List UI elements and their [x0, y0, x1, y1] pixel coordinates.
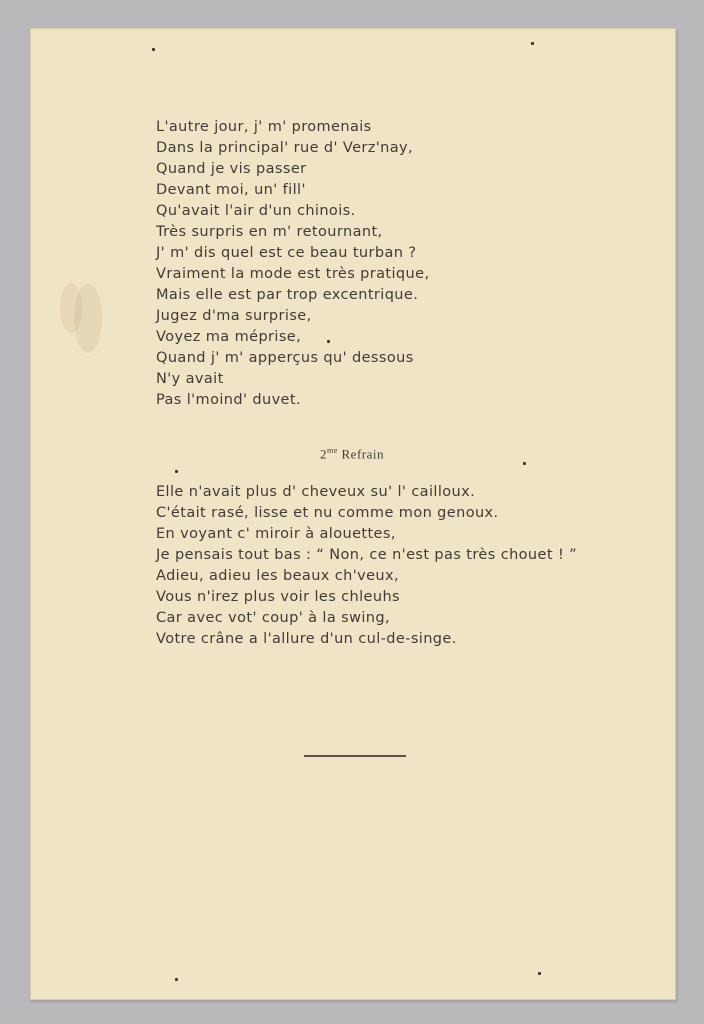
- verse-stanza: [156, 117, 429, 411]
- paper-speck: [538, 972, 541, 975]
- refrain-stanza: [156, 482, 577, 650]
- verse-line: Quand j' m' apperçus qu' dessous: [156, 350, 414, 366]
- verse-line: Mais elle est par trop excentrique.: [156, 287, 419, 303]
- verse-line: Qu'avait l'air d'un chinois.: [156, 203, 356, 219]
- refrain-line: Elle n'avait plus d' cheveux su' l' cailloux.: [156, 484, 476, 500]
- paper-stain: [60, 283, 82, 333]
- refrain-line: Car avec vot' coup' à la swing,: [156, 610, 390, 626]
- verse-line: Dans la principal' rue d' Verz'nay,: [156, 140, 414, 156]
- verse-line: Vraiment la mode est très pratique,: [156, 266, 430, 282]
- closing-rule: [304, 755, 406, 757]
- verse-line: Pas l'moind' duvet.: [156, 392, 301, 408]
- verse-line: J' m' dis quel est ce beau turban ?: [156, 245, 417, 261]
- refrain-word: Refrain: [341, 446, 384, 462]
- refrain-line: Vous n'irez plus voir les chleuhs: [156, 589, 401, 605]
- verse-line: L'autre jour, j' m' promenais: [156, 119, 372, 135]
- verse-line: Très surpris en m' retournant,: [156, 224, 383, 240]
- refrain-number: 2: [319, 446, 327, 462]
- paper-speck: [175, 978, 178, 981]
- verse-line: N'y avait: [156, 371, 224, 387]
- paper-speck: [175, 470, 178, 473]
- paper-speck: [523, 462, 526, 465]
- refrain-ordinal-suffix: me: [326, 446, 338, 455]
- refrain-line: Votre crâne a l'allure d'un cul-de-singe.: [156, 631, 457, 647]
- verse-line: Voyez ma méprise,: [156, 329, 302, 345]
- refrain-heading: [0, 446, 704, 462]
- refrain-line: Adieu, adieu les beaux ch'veux,: [156, 568, 399, 584]
- refrain-line: En voyant c' miroir à alouettes,: [156, 526, 396, 542]
- refrain-line: Je pensais tout bas : “ Non, ce n'est pas très chouet ! ”: [156, 547, 578, 563]
- paper-speck: [152, 48, 155, 51]
- verse-line: Jugez d'ma surprise,: [156, 308, 312, 324]
- refrain-line: C'était rasé, lisse et nu comme mon genoux.: [156, 505, 499, 521]
- verse-line: Quand je vis passer: [156, 161, 307, 177]
- paper-speck: [531, 42, 534, 45]
- verse-line: Devant moi, un' fill': [156, 182, 306, 198]
